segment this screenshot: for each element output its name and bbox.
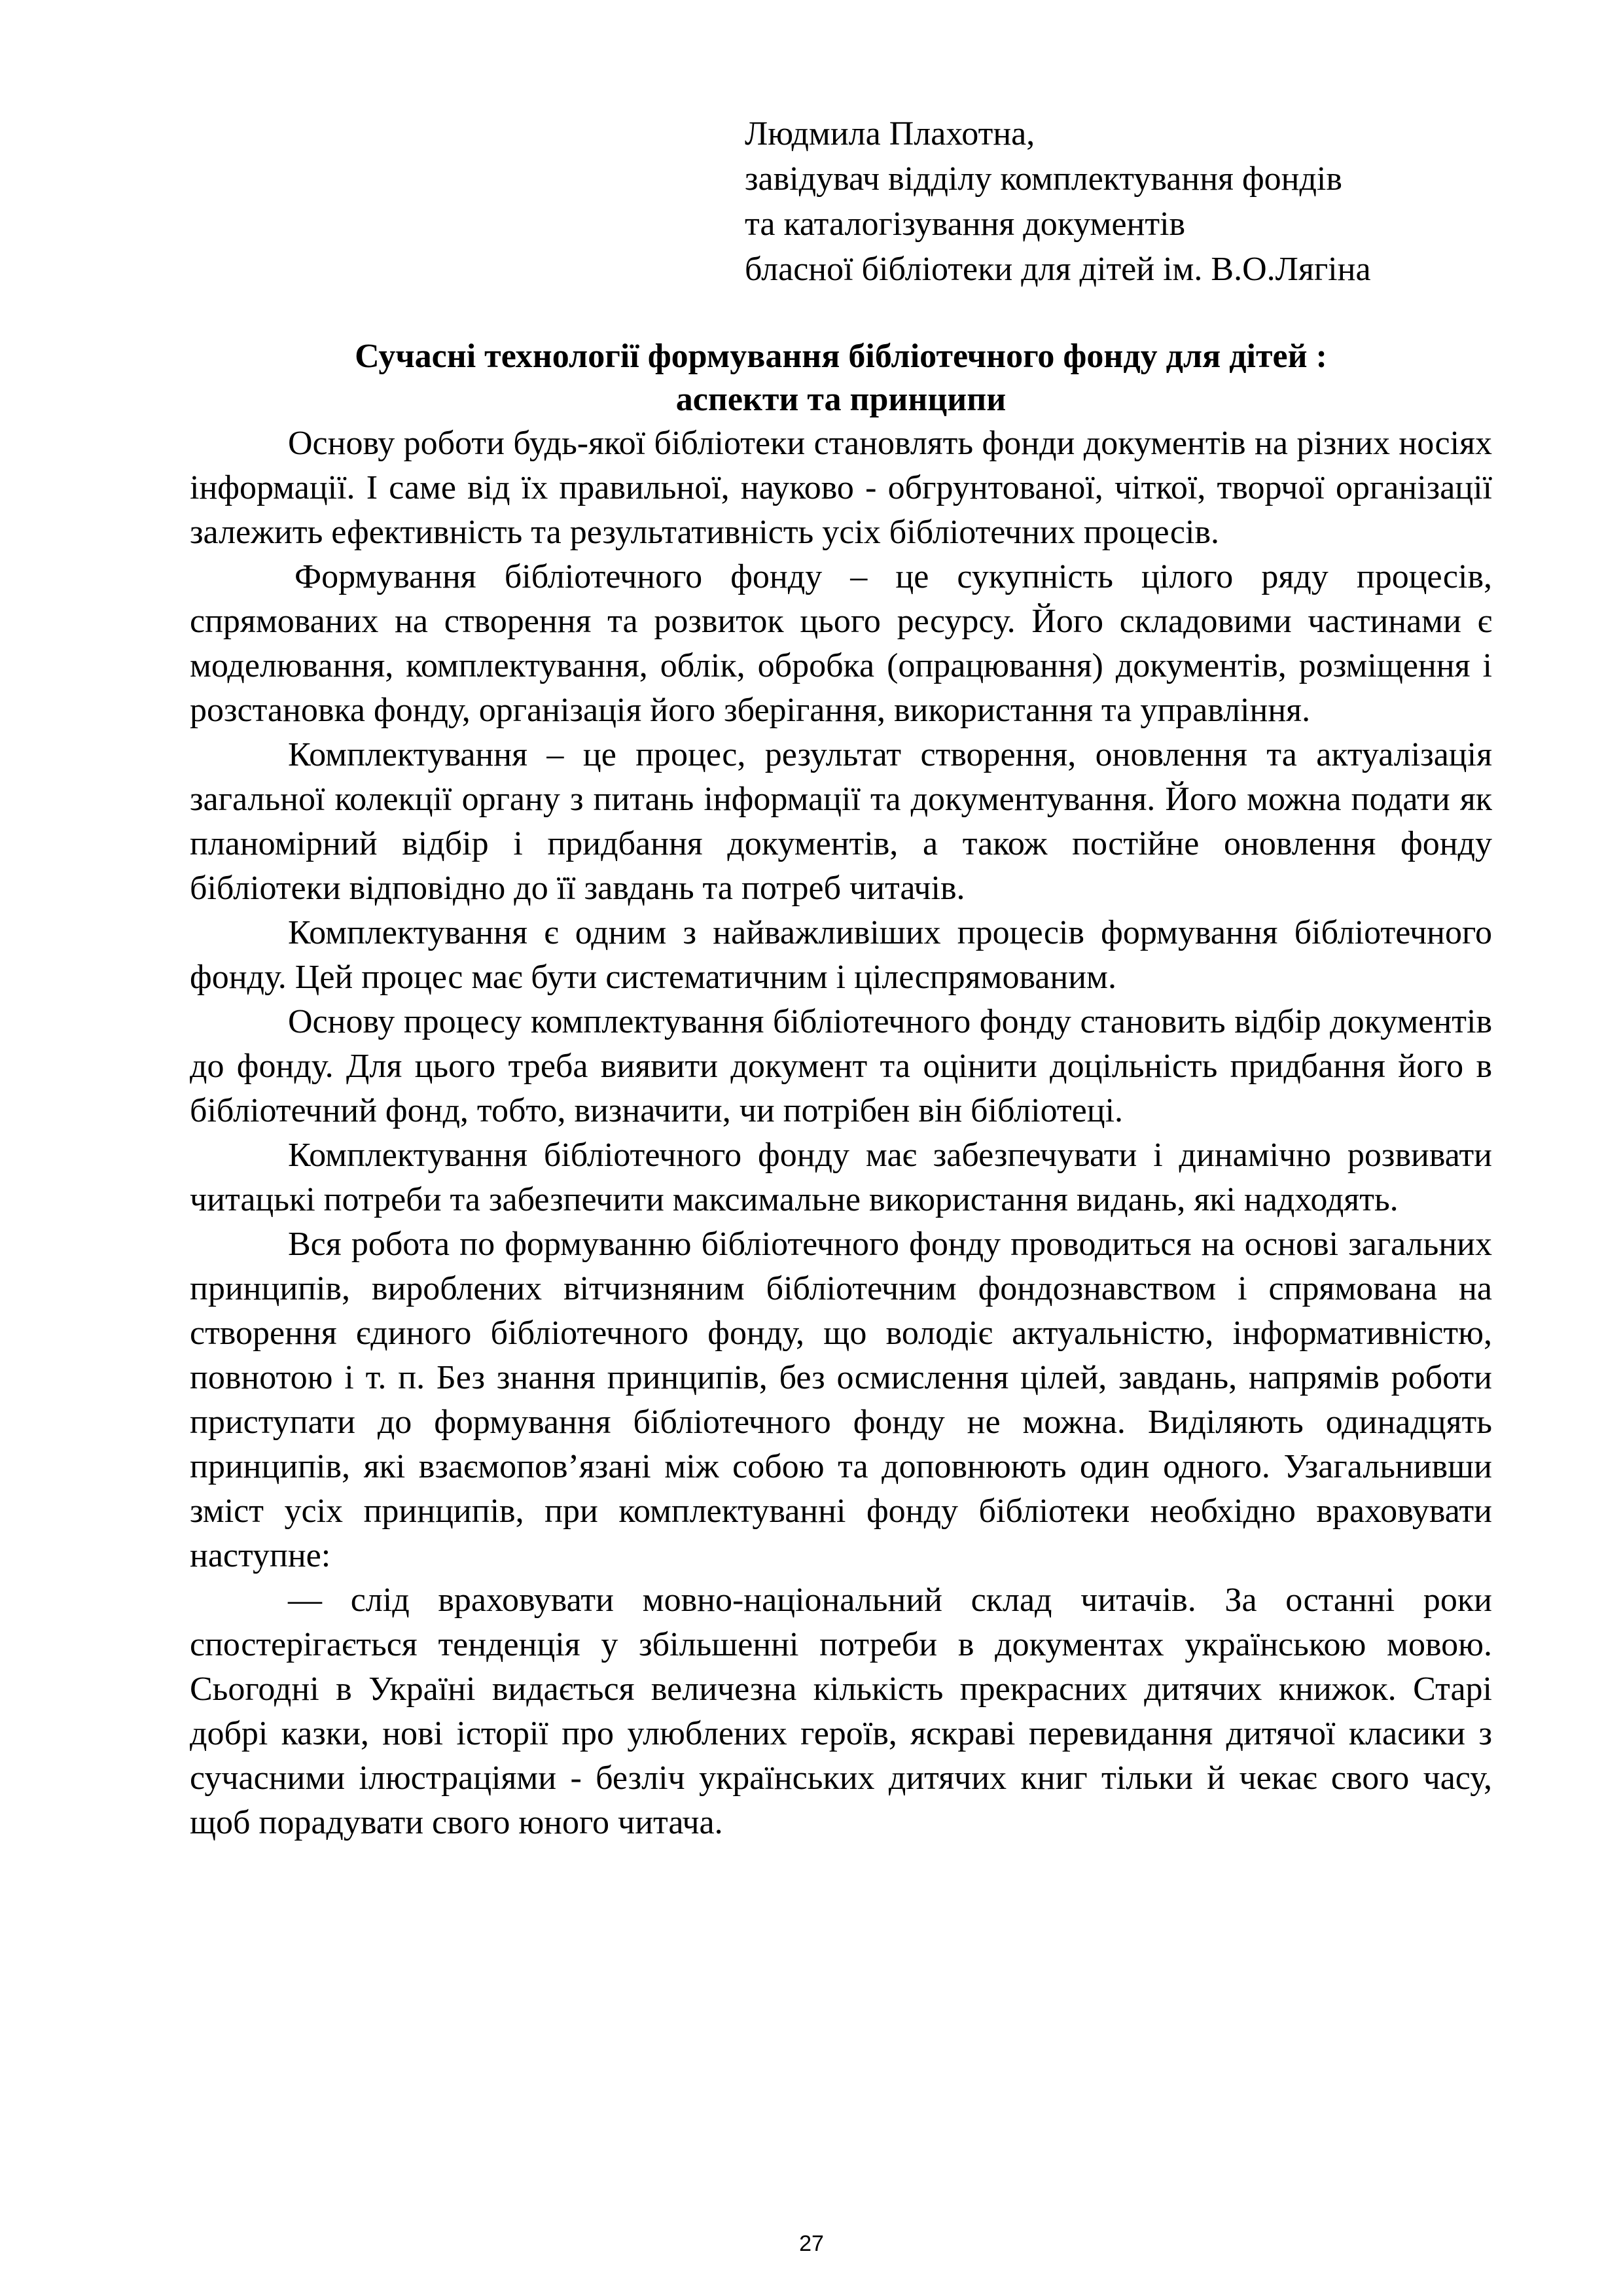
paragraph-7: Вся робота по формуванню бібліотечного фонду проводиться на основі загальних принципів, вироблених вітчизняним бібліотечним фондознавством і спрямована на створення єдиного бібліотечного фонду, що володіє актуальністю, інформативністю, повнотою і т. п. Без знання принципів, без осмислення цілей, завдань, напрямів роботи приступати до формування бібліотечного фонду не можна. Виділяють одинадцять принципів, які взаємопов’язані між собою та доповнюють один одного. Узагальнивши зміст усіх принципів, при комплектуванні фонду бібліотеки необхідно враховувати наступне: (190, 1226, 1492, 1574)
title-line-2: аспекти та принципи (675, 381, 1007, 418)
author-block (745, 111, 1492, 292)
author-position-line-1: завідувач відділу комплектування фондів (745, 160, 1342, 198)
paragraph-5: Основу процесу комплектування бібліотечного фонду становить відбір документів до фонду. Для цього треба виявити документ та оцінити доцільність придбання його в бібліотечний фонд, тобто, визначити, чи потрібен він бібліотеці. (190, 1003, 1492, 1129)
title-line-1: Сучасні технології формування бібліотечного фонду для дітей : (355, 338, 1327, 375)
paragraph-2: Формування бібліотечного фонду – це сукупність цілого ряду процесів, спрямованих на створення та розвиток цього ресурсу. Його складовими частинами є моделювання, комплектування, облік, обробка (опрацювання) документів, розміщення і розстановка фонду, організація його зберігання, використання та управління. (190, 558, 1492, 729)
paragraph-6: Комплектування бібліотечного фонду має забезпечувати і динамічно розвивати читацькі потреби та забезпечити максимальне використання видань, які надходять. (190, 1137, 1492, 1218)
article-title (190, 335, 1492, 421)
author-position-line-2: та каталогізування документів (745, 205, 1186, 243)
paragraph-1: Основу роботи будь-якої бібліотеки становлять фонди документів на різних носіях інформації. І саме від їх правильної, науково - обгрунтованої, чіткої, творчої організації залежить ефективність та результативність усіх бібліотечних процесів. (190, 425, 1492, 551)
paragraph-8: — слід враховувати мовно-національний склад читачів. За останні роки спостерігається тенденція у збільшенні потреби в документах українською мовою. Сьогодні в Україні видається величезна кількість прекрасних дитячих книжок. Старі добрі казки, нові історії про улюблених героїв, яскраві перевидання дитячої класики з сучасними ілюстраціями - безліч українських дитячих книг тільки й чекає свого часу, щоб порадувати свого юного читача. (190, 1581, 1492, 1841)
author-position-line-3: бласної бібліотеки для дітей ім. В.О.Лягіна (745, 251, 1371, 288)
author-name: Людмила Плахотна, (745, 115, 1035, 152)
article-body (190, 421, 1492, 1845)
paragraph-4: Комплектування є одним з найважливіших процесів формування бібліотечного фонду. Цей процес має бути систематичним і цілеспрямованим. (190, 914, 1492, 996)
page-number: 27 (799, 2231, 824, 2256)
paragraph-3: Комплектування – це процес, результат створення, оновлення та актуалізація загальної колекції органу з питань інформації та документування. Його можна подати як планомірний відбір і придбання документів, а також постійне оновлення фонду бібліотеки відповідно до її завдань та потреб читачів. (190, 736, 1492, 907)
document-page (190, 111, 1492, 1845)
